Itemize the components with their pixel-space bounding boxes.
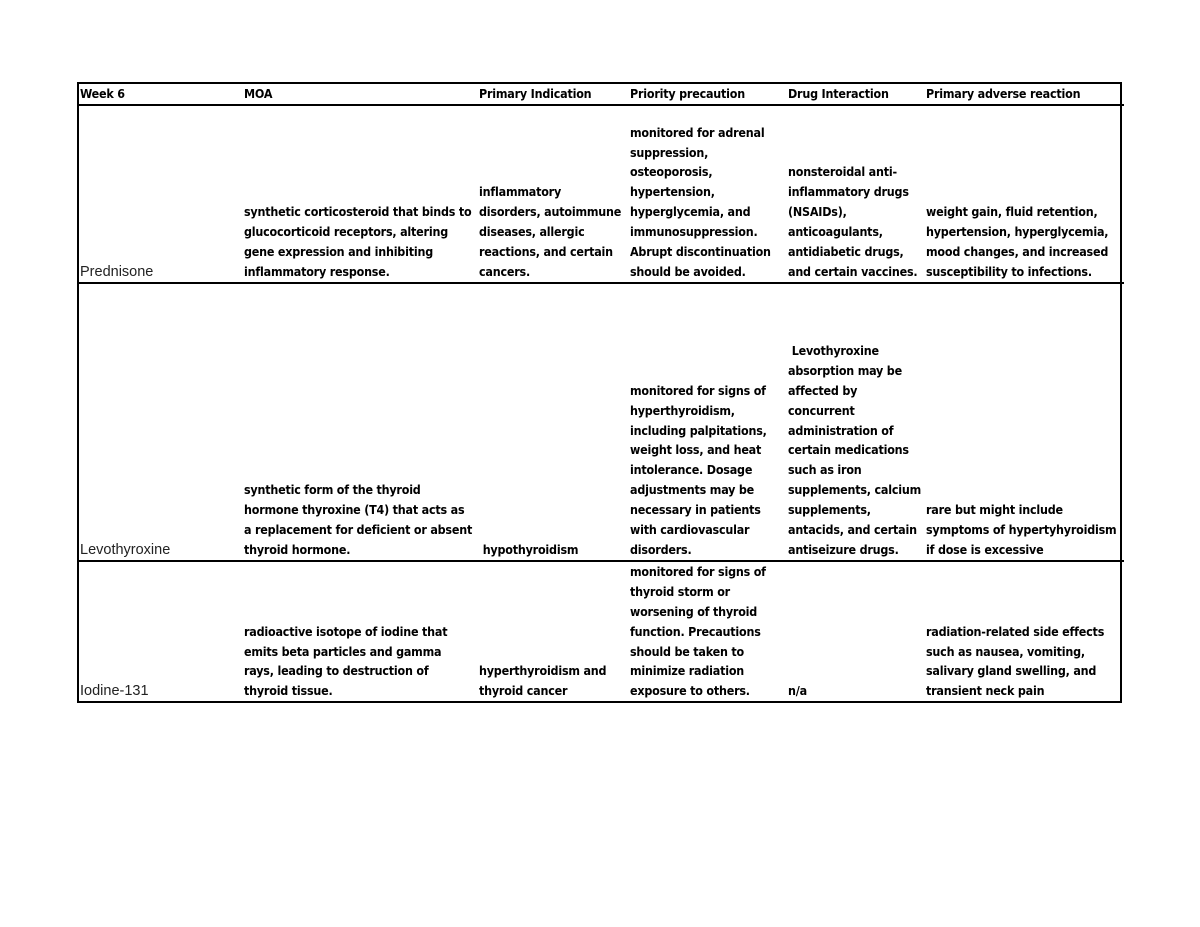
drug-table-container	[77, 82, 1122, 703]
drug-table	[79, 84, 1124, 701]
adverse-reaction-cell[interactable]: rare but might include symptoms of hypertyhyroidism if dose is excessive	[925, 283, 1124, 561]
indication-cell[interactable]: inflammatory disorders, autoimmune diseases, allergic reactions, and certain cancers.	[478, 105, 629, 283]
adverse-reaction-cell[interactable]: weight gain, fluid retention, hypertension, hyperglycemia, mood changes, and increased susceptibility to infections.	[925, 105, 1124, 283]
precaution-cell[interactable]: monitored for signs of thyroid storm or worsening of thyroid function. Precautions should be taken to minimize radiation exposure to others.	[630, 563, 766, 699]
drug-name-cell[interactable]: Levothyroxine	[79, 283, 243, 561]
moa-cell[interactable]: synthetic corticosteroid that binds to glucocorticoid receptors, altering gene expression and inhibiting inflammatory response.	[243, 105, 478, 283]
moa-cell[interactable]: synthetic form of the thyroid hormone thyroxine (T4) that acts as a replacement for deficient or absent thyroid hormone.	[243, 283, 478, 561]
table-row	[79, 561, 1124, 701]
header-week[interactable]: Week 6	[79, 84, 243, 105]
header-priority-precaution[interactable]: Priority precaution	[629, 84, 787, 105]
drug-name-cell[interactable]: Prednisone	[79, 105, 243, 283]
indication-cell[interactable]: hypothyroidism	[478, 283, 629, 561]
precaution-cell[interactable]: monitored for signs of hyperthyroidism, including palpitations, weight loss, and heat intolerance. Dosage adjustments may be necessary in patients with cardiovascular disorders.	[629, 283, 787, 561]
interaction-cell[interactable]: Levothyroxine absorption may be affected by concurrent administration of certain medications such as iron supplements, calcium supplements, antacids, and certain antiseizure drugs.	[787, 283, 925, 561]
interaction-cell[interactable]: n/a	[788, 683, 807, 699]
drug-name-cell[interactable]: Iodine-131	[80, 683, 149, 700]
header-primary-indication[interactable]: Primary Indication	[478, 84, 629, 105]
indication-cell[interactable]: hyperthyroidism and thyroid cancer	[479, 663, 607, 699]
header-drug-interaction[interactable]: Drug Interaction	[787, 84, 925, 105]
header-moa[interactable]: MOA	[243, 84, 478, 105]
table-header-row	[79, 84, 1124, 105]
table-row	[79, 283, 1124, 561]
header-primary-adverse-reaction[interactable]: Primary adverse reaction	[925, 84, 1124, 105]
interaction-cell[interactable]: nonsteroidal anti- inflammatory drugs (NSAIDs), anticoagulants, antidiabetic drugs, and certain vaccines.	[787, 105, 925, 283]
adverse-reaction-cell[interactable]: radiation-related side effects such as nausea, vomiting, salivary gland swelling, and transient neck pain	[926, 623, 1105, 699]
precaution-cell[interactable]: monitored for adrenal suppression, osteoporosis, hypertension, hyperglycemia, and immunosuppression. Abrupt discontinuation should be avoided.	[629, 105, 787, 283]
moa-cell[interactable]: radioactive isotope of iodine that emits beta particles and gamma rays, leading to destruction of thyroid tissue.	[244, 623, 448, 699]
table-row	[79, 105, 1124, 283]
